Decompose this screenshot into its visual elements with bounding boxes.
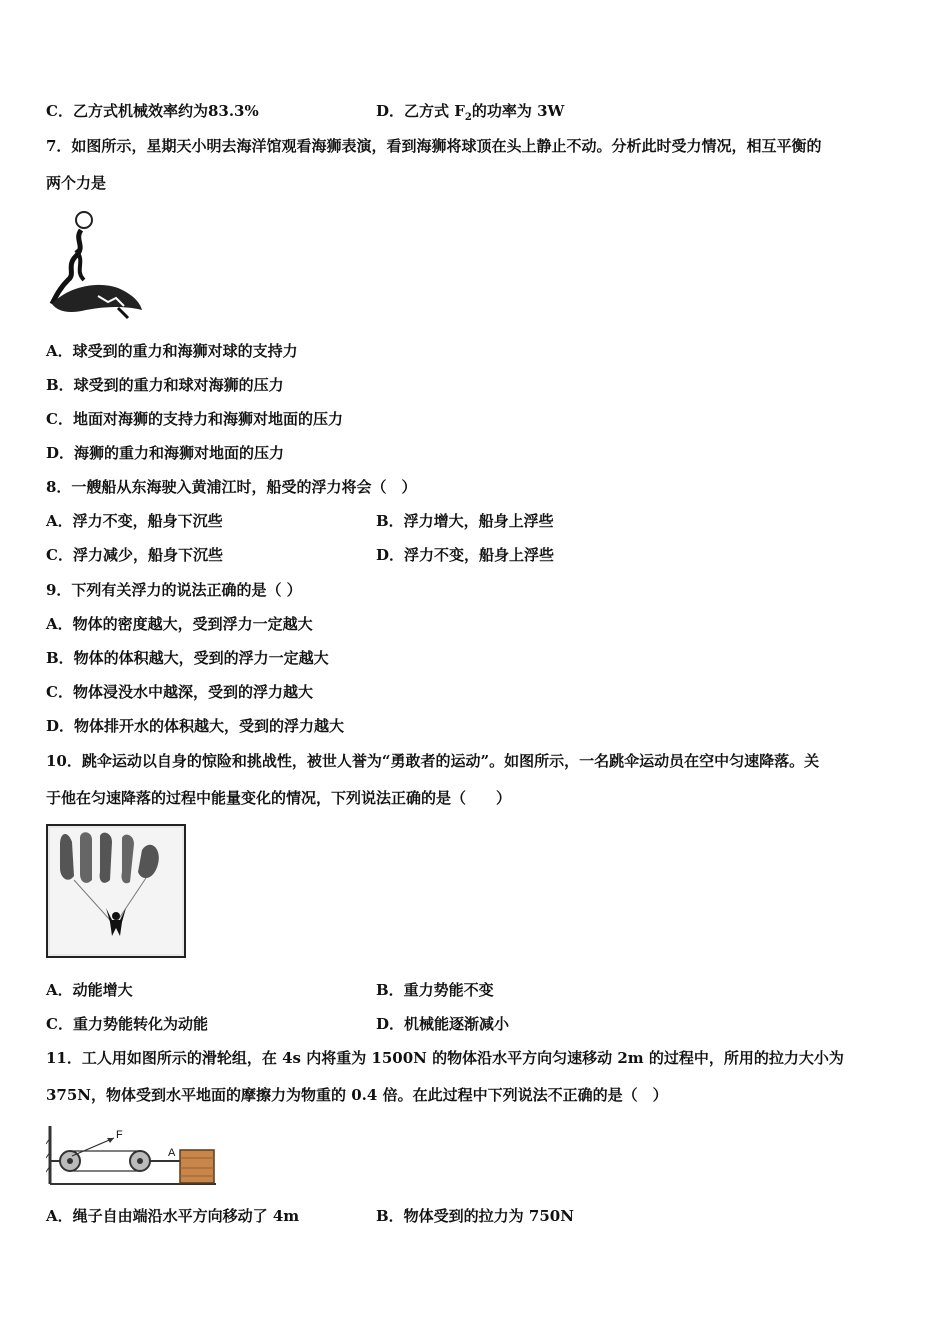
q8-stem: 8．一艘船从东海驶入黄浦江时，船受的浮力将会（ ） [46,478,417,496]
parachutist-figure [46,824,186,958]
q7-option-a: A．球受到的重力和海狮对球的支持力 [46,342,298,360]
q6-option-d-suffix: 的功率为 3W [471,102,565,120]
q6-option-d [376,101,564,128]
q7-option-d: D．海狮的重力和海狮对地面的压力 [46,444,285,462]
q11-option-b: B．物体受到的拉力为 750N [376,1207,574,1225]
q6-option-d-subscript: 2 [464,112,472,123]
q10-option-b: B．重力势能不变 [376,981,494,999]
q6-option-c: C．乙方式机械效率约为83.3% [46,102,259,120]
q11-option-a: A．绳子自由端沿水平方向移动了 4m [46,1207,300,1225]
q9-option-d: D．物体排开水的体积越大，受到的浮力越大 [46,717,345,735]
sea-lion-figure [46,210,146,320]
q7-option-b: B．球受到的重力和球对海狮的压力 [46,376,284,394]
q10-option-d: D．机械能逐渐减小 [376,1015,510,1033]
q7-stem-line1: 7．如图所示，星期天小明去海洋馆观看海狮表演，看到海狮将球顶在头上静止不动。分析此时受力情况，相互平衡的 [46,137,822,155]
pulley-system-figure [46,1124,218,1188]
q6-option-d-text: D．乙方式 F [376,102,465,120]
q8-option-c: C．浮力减少，船身下沉些 [46,546,223,564]
q11-stem-line1: 11．工人用如图所示的滑轮组，在 4s 内将重为 1500N 的物体沿水平方向匀速移动 2m 的过程中，所用的拉力大小为 [46,1049,844,1067]
q7-option-c: C．地面对海狮的支持力和海狮对地面的压力 [46,410,343,428]
q8-option-b: B．浮力增大，船身上浮些 [376,512,554,530]
q10-option-c: C．重力势能转化为动能 [46,1015,208,1033]
q10-option-a: A．动能增大 [46,981,133,999]
q9-option-c: C．物体浸没水中越深，受到的浮力越大 [46,683,313,701]
q10-stem-line1: 10．跳伞运动以自身的惊险和挑战性，被世人誉为“勇敢者的运动”。如图所示，一名跳伞运动员在空中匀速降落。关 [46,752,820,770]
q9-stem: 9．下列有关浮力的说法正确的是（ ） [46,581,302,599]
label-a: A [168,1147,176,1159]
q9-option-a: A．物体的密度越大，受到浮力一定越大 [46,615,313,633]
q9-option-b: B．物体的体积越大，受到的浮力一定越大 [46,649,329,667]
q8-option-a: A．浮力不变，船身下沉些 [46,512,223,530]
q8-option-d: D．浮力不变，船身上浮些 [376,546,555,564]
q11-stem-line2: 375N，物体受到水平地面的摩擦力为物重的 0.4 倍。在此过程中下列说法不正确的是（ ） [46,1086,668,1104]
q10-stem-line2: 于他在匀速降落的过程中能量变化的情况，下列说法正确的是（ ） [46,789,512,807]
q7-stem-line2: 两个力是 [46,174,107,192]
label-f: F [116,1129,123,1141]
